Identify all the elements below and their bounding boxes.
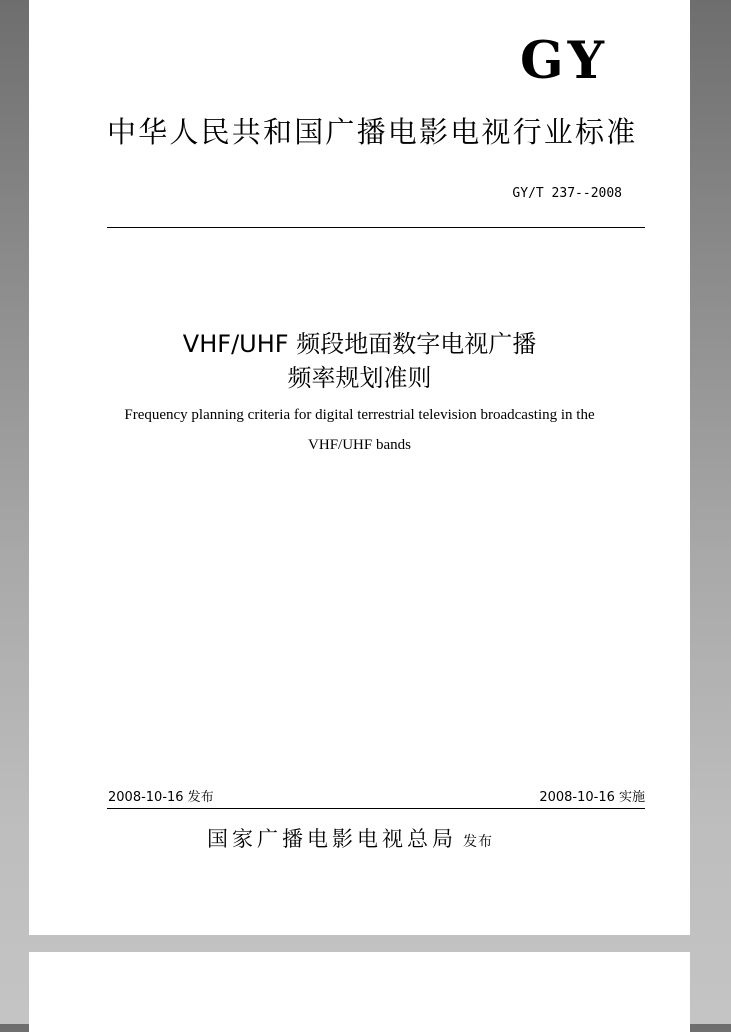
bottom-divider [107,808,645,809]
standard-category-title: 中华人民共和国广播电影电视行业标准 [107,115,638,149]
standard-code: GY/T 237--2008 [512,186,622,201]
document-title-zh-line-1: VHF/UHF 频段地面数字电视广播 [182,330,537,358]
implementation-date: 2008-10-16 实施 [539,790,645,805]
document-title-en-line-2: VHF/UHF bands [308,437,411,453]
publisher-suffix: 发布 [463,834,493,850]
issue-date: 2008-10-16 发布 [108,790,214,805]
next-page [29,952,690,1032]
document-title-en-line-1: Frequency planning criteria for digital terrestrial television broadcasting in the [124,407,595,423]
publisher-line [207,829,493,850]
cover-page [29,0,690,935]
top-divider [107,227,645,228]
publisher-name: 国家广播电影电视总局 [207,827,457,851]
document-title-zh-line-2: 频率规划准则 [287,364,432,392]
gy-logo: GY [520,31,608,91]
